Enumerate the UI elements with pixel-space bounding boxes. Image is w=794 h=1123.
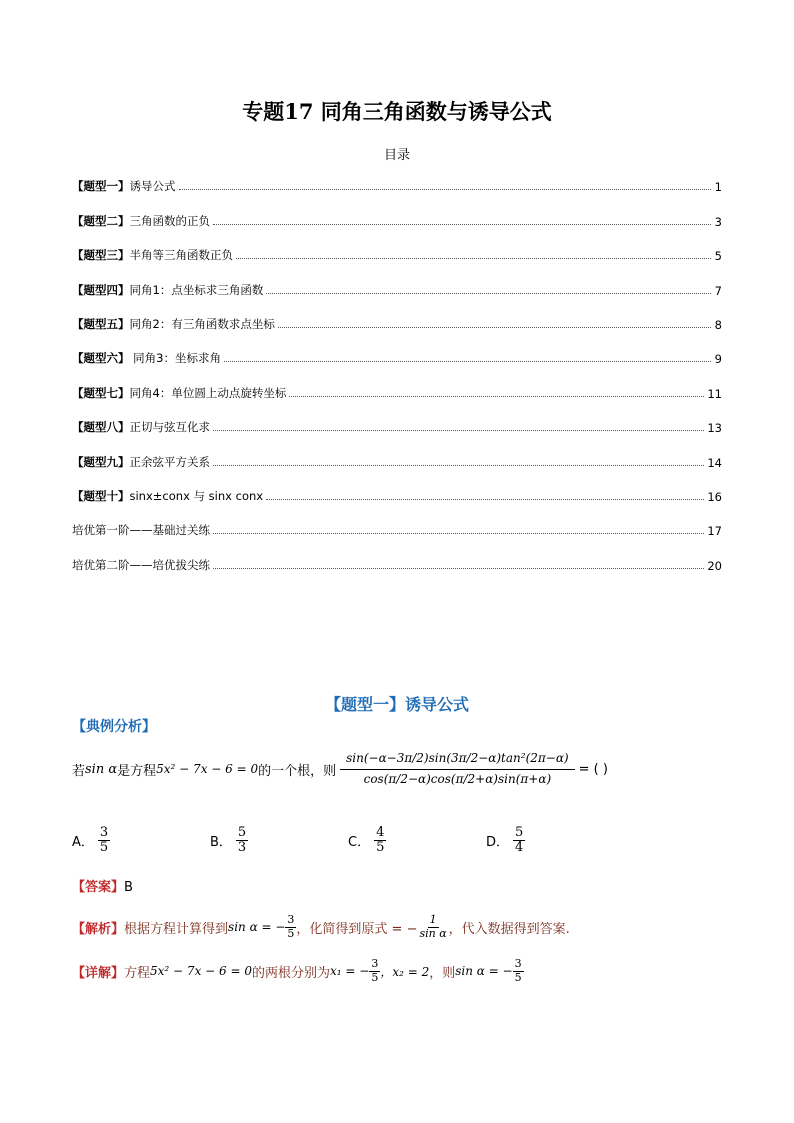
toc-item-text: 半角等三角函数正负 bbox=[129, 248, 233, 263]
toc-item-label bbox=[72, 282, 263, 298]
answer-value: B bbox=[124, 880, 133, 895]
detail-equation: 5x² − 7x − 6 = 0 bbox=[150, 964, 252, 978]
analysis-den: 5 bbox=[287, 926, 295, 940]
detail-tag: 【详解】 bbox=[72, 965, 125, 981]
toc-page-number: 5 bbox=[714, 249, 722, 264]
toc-item-tag: 【题型二】 bbox=[72, 213, 130, 228]
option-b-den: 3 bbox=[237, 840, 247, 856]
option-d-num: 5 bbox=[515, 825, 524, 840]
toc-item-label bbox=[72, 385, 286, 401]
toc-page-number: 13 bbox=[707, 421, 722, 436]
detail-x2: ，x₂ = 2 bbox=[380, 964, 430, 979]
analysis-text-b: ，化简得到原式 = − bbox=[296, 921, 418, 937]
answer bbox=[72, 876, 133, 895]
toc-page-number: 7 bbox=[714, 283, 722, 298]
toc-item[interactable] bbox=[72, 401, 722, 435]
analysis-tag: 【解析】 bbox=[72, 921, 125, 937]
toc-item[interactable] bbox=[72, 435, 722, 469]
toc-item-label bbox=[72, 522, 210, 538]
question-sin: sin α bbox=[85, 761, 118, 777]
detail-text-c: ，则 bbox=[429, 965, 456, 981]
page-title: 专题17 同角三角函数与诱导公式 bbox=[242, 99, 552, 124]
toc-item-text: sinx±conx 与 sinx conx bbox=[129, 488, 264, 503]
toc-item[interactable] bbox=[72, 263, 722, 297]
toc-leader-dots bbox=[266, 292, 711, 294]
toc-leader-dots bbox=[179, 188, 712, 190]
option-a-label: A． bbox=[72, 835, 94, 851]
analysis-text-c: ，代入数据得到答案. bbox=[448, 921, 570, 937]
toc-page-number: 1 bbox=[714, 180, 722, 195]
question-fraction bbox=[340, 752, 575, 785]
toc-page-number: 20 bbox=[707, 558, 722, 573]
option-a-den: 5 bbox=[99, 840, 109, 856]
toc-item-text: 三角函数的正负 bbox=[129, 213, 210, 228]
toc-item-tag: 【题型九】 bbox=[72, 454, 130, 469]
toc-leader-dots bbox=[213, 532, 704, 534]
question-prefix: 若 bbox=[72, 763, 86, 779]
toc-leader-dots bbox=[213, 429, 704, 431]
toc-heading: 目录 bbox=[383, 148, 410, 163]
toc-page-number: 8 bbox=[714, 317, 722, 332]
toc-page-number: 16 bbox=[707, 489, 722, 504]
question-end: = ( ) bbox=[578, 761, 608, 777]
toc-item-text: 同角3：坐标求角 bbox=[129, 351, 221, 366]
detail-x1-num: 3 bbox=[371, 957, 379, 971]
analysis-num2: 1 bbox=[429, 913, 437, 927]
analysis-num: 3 bbox=[287, 913, 295, 927]
detail-sin-den: 5 bbox=[514, 970, 522, 984]
toc-item[interactable] bbox=[72, 298, 722, 332]
toc-item-text: 正余弦平方关系 bbox=[129, 454, 210, 469]
option-a-num: 3 bbox=[99, 825, 109, 840]
toc-item-label bbox=[72, 488, 263, 504]
option-c[interactable] bbox=[348, 826, 386, 856]
option-b-num: 5 bbox=[237, 825, 247, 840]
option-d[interactable] bbox=[486, 826, 525, 856]
option-b-label: B． bbox=[210, 835, 232, 851]
toc-leader-dots bbox=[236, 257, 711, 259]
option-b[interactable] bbox=[210, 826, 248, 856]
toc-page-number: 9 bbox=[714, 352, 722, 367]
analysis bbox=[72, 910, 570, 944]
toc-item-label bbox=[72, 454, 210, 470]
detail-x1: x₁ = − bbox=[329, 964, 370, 978]
toc-leader-dots bbox=[213, 223, 711, 225]
toc-item[interactable] bbox=[72, 229, 722, 263]
toc-item-label bbox=[72, 419, 210, 435]
toc-item-text: 培优第一阶——基础过关练 bbox=[72, 523, 210, 538]
toc-item-tag: 【题型六】 bbox=[72, 351, 130, 366]
option-d-label: D． bbox=[486, 835, 510, 851]
option-c-den: 5 bbox=[376, 840, 385, 856]
toc-item[interactable] bbox=[72, 332, 722, 366]
question-mid: 是方程 bbox=[117, 763, 157, 779]
toc-item-text: 培优第二阶——培优拔尖练 bbox=[72, 557, 210, 572]
option-c-num: 4 bbox=[376, 825, 385, 840]
toc-item[interactable] bbox=[72, 160, 722, 194]
answer-tag: 【答案】 bbox=[72, 880, 125, 895]
toc-item-tag: 【题型三】 bbox=[72, 248, 130, 263]
detail-x1-den: 5 bbox=[371, 970, 379, 984]
toc-item-label bbox=[72, 213, 210, 229]
table-of-contents bbox=[72, 160, 722, 573]
toc-leader-dots bbox=[224, 360, 711, 362]
toc-item-tag: 【题型一】 bbox=[72, 179, 130, 194]
detail-text-a: 方程 bbox=[124, 965, 151, 981]
toc-leader-dots bbox=[213, 567, 704, 569]
toc-item[interactable] bbox=[72, 366, 722, 400]
toc-item-label bbox=[72, 178, 176, 194]
toc-item-label bbox=[72, 350, 221, 366]
toc-item-text: 正切与弦互化求 bbox=[129, 420, 210, 435]
toc-item-tag: 【题型五】 bbox=[72, 316, 130, 331]
option-d-den: 4 bbox=[515, 840, 524, 856]
toc-item[interactable] bbox=[72, 470, 722, 504]
toc-leader-dots bbox=[266, 498, 704, 500]
question-equation: 5x² − 7x − 6 = 0 bbox=[156, 762, 259, 776]
example-tag: 【典例分析】 bbox=[72, 719, 156, 735]
toc-item[interactable] bbox=[72, 504, 722, 538]
detail-sin: sin α = − bbox=[455, 964, 513, 978]
question bbox=[72, 741, 608, 797]
analysis-sin: sin α = − bbox=[228, 920, 286, 934]
toc-item[interactable] bbox=[72, 194, 722, 228]
option-a[interactable] bbox=[72, 826, 110, 856]
analysis-den2: sin α bbox=[419, 926, 447, 940]
section-title: 【题型一】诱导公式 bbox=[324, 695, 469, 714]
question-numerator: sin(−α−3π/2)sin(3π/2−α)tan²(2π−α) bbox=[340, 752, 575, 769]
toc-item-text: 同角2：有三角函数求点坐标 bbox=[129, 316, 275, 331]
toc-item-text: 诱导公式 bbox=[129, 179, 176, 194]
toc-item-text: 同角1：点坐标求三角函数 bbox=[129, 282, 264, 297]
toc-leader-dots bbox=[289, 395, 704, 397]
toc-item-text: 同角4：单位圆上动点旋转坐标 bbox=[129, 385, 287, 400]
toc-item-label bbox=[72, 247, 233, 263]
toc-leader-dots bbox=[278, 326, 711, 328]
question-denominator: cos(π/2−α)cos(π/2+α)sin(π+α) bbox=[363, 771, 552, 786]
toc-item-tag: 【题型八】 bbox=[72, 420, 130, 435]
toc-item[interactable] bbox=[72, 538, 722, 572]
toc-item-tag: 【题型七】 bbox=[72, 385, 130, 400]
toc-page-number: 14 bbox=[707, 455, 722, 470]
toc-leader-dots bbox=[213, 464, 704, 466]
toc-page-number: 3 bbox=[714, 214, 722, 229]
question-root: 的一个根，则 bbox=[258, 763, 337, 779]
toc-page-number: 17 bbox=[707, 524, 722, 539]
detail-text-b: 的两根分别为 bbox=[251, 965, 330, 981]
toc-item-label bbox=[72, 557, 210, 573]
toc-item-label bbox=[72, 316, 275, 332]
toc-item-tag: 【题型十】 bbox=[72, 488, 130, 503]
option-c-label: C． bbox=[348, 835, 371, 851]
toc-item-tag: 【题型四】 bbox=[72, 282, 130, 297]
detail-sin-num: 3 bbox=[514, 957, 522, 971]
analysis-text-a: 根据方程计算得到 bbox=[124, 921, 229, 937]
toc-page-number: 11 bbox=[707, 386, 722, 401]
detail bbox=[72, 954, 524, 988]
